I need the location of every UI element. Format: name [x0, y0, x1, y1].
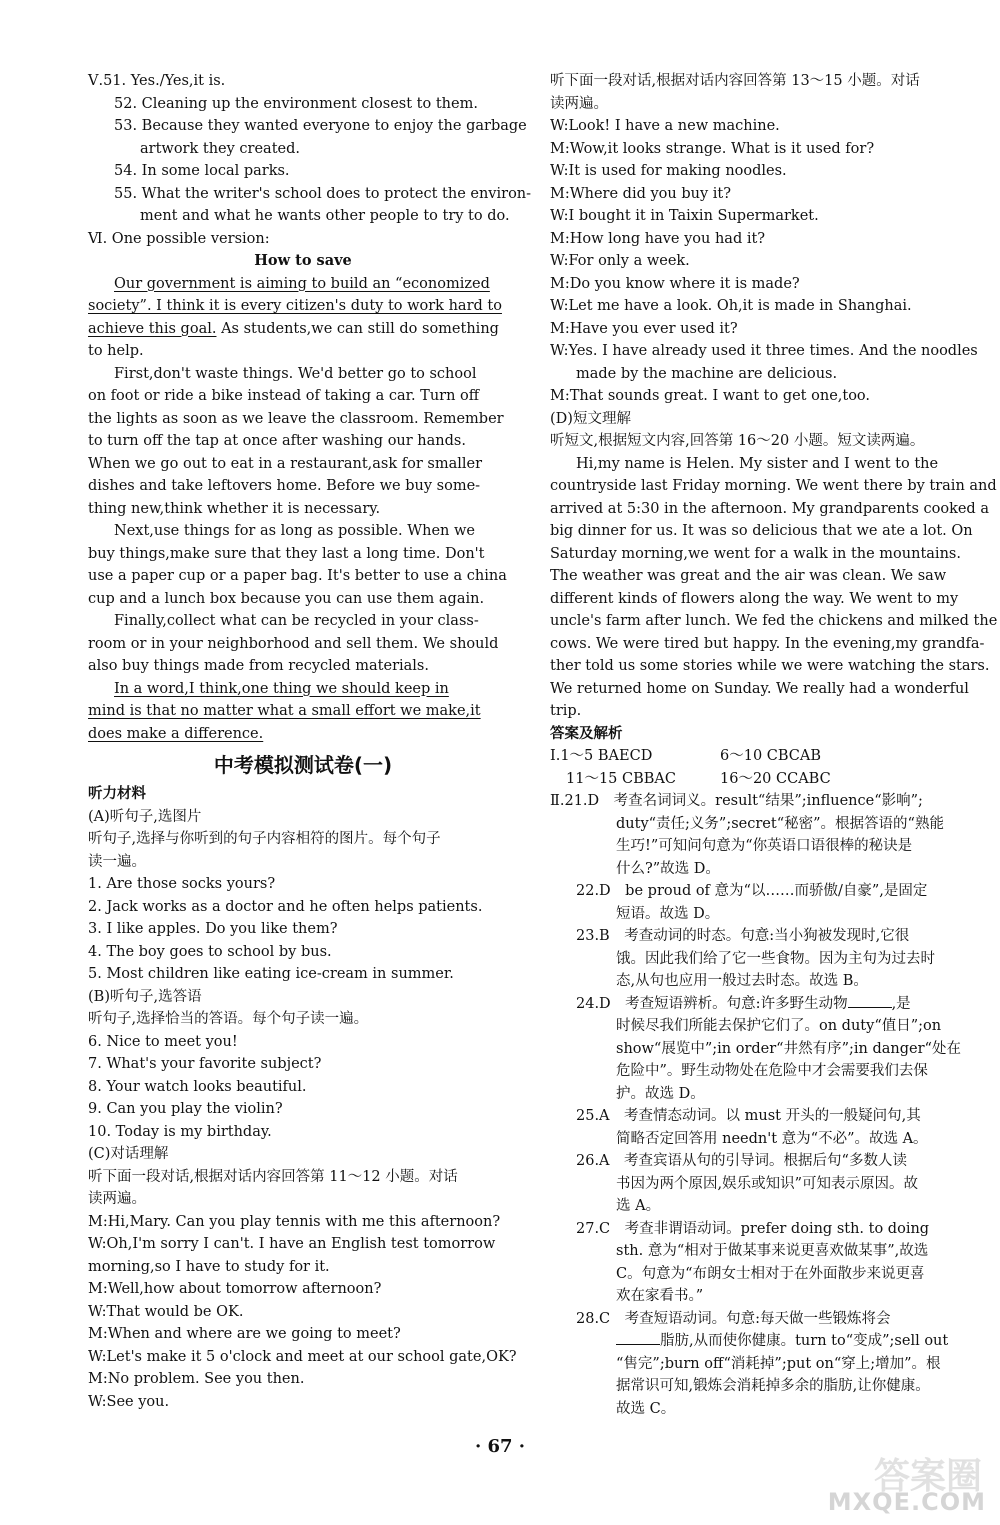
- dialog-line: M:Do you know where it is made?: [550, 275, 800, 292]
- essay-line: to turn off the tap at once after washing our hands.: [88, 433, 466, 449]
- explanation-text: 脂肪,从而使你健康。turn to“变成”;sell out: [660, 1333, 949, 1349]
- passage-line: uncle's farm after lunch. We fed the chickens and milked the: [550, 613, 998, 629]
- explanation-line: 书因为两个原因,娱乐或知识”可知表示原因。故: [616, 1175, 919, 1192]
- explanation-line: 选 A。: [616, 1198, 661, 1214]
- explanation-line: 危险中”。野生动物处在危险中才会需要我们去保: [616, 1063, 928, 1079]
- answer-blank: [848, 995, 892, 1008]
- passage-line: The weather was great and the air was clean. We saw: [550, 568, 947, 584]
- dialog-line: M:When and where are we going to meet?: [88, 1326, 401, 1342]
- explanation-line: 什么?”故选 D。: [616, 860, 720, 877]
- explanation-line: 28.C 考查短语动词。句意:每天做一些锻炼将会: [576, 1310, 891, 1327]
- listening-heading: 听力材料: [88, 786, 146, 802]
- essay-line: does make a difference.: [88, 725, 264, 742]
- essay-line: First,don't waste things. We'd better go to school: [114, 365, 477, 382]
- essay-underlined: achieve this goal.: [88, 320, 217, 337]
- section-6-label: Ⅵ. One possible version:: [88, 230, 270, 247]
- explanation-line: [550, 993, 982, 1016]
- list-item: 7. What's your favorite subject?: [88, 1056, 322, 1072]
- section-c-instruction: 听下面一段对话,根据对话内容回答第 11～12 小题。对话: [88, 1168, 458, 1185]
- answer-55: 55. What the writer's school does to protect the environ-: [114, 185, 532, 202]
- list-item: 9. Can you play the violin?: [88, 1101, 283, 1117]
- essay-line: [88, 318, 518, 341]
- answer-53-cont: artwork they created.: [140, 140, 300, 157]
- dialog-line: M:No problem. See you then.: [88, 1371, 305, 1387]
- section-b-instruction: 听句子,选择恰当的答语。每个句子读一遍。: [88, 1011, 369, 1027]
- dialog-line: W:Let me have a look. Oh,it is made in Shanghai.: [550, 298, 912, 314]
- explanation-line: 护。故选 D。: [616, 1085, 705, 1102]
- answer-key: 6～10 CBCAB: [720, 748, 822, 764]
- explanation-line: [550, 1330, 982, 1353]
- essay-text: As students,we can still do something: [216, 320, 499, 337]
- dialog-line: M:Where did you buy it?: [550, 185, 732, 202]
- section-a-instruction: 读一遍。: [88, 853, 146, 870]
- essay-line: When we go out to eat in a restaurant,ask for smaller: [88, 455, 483, 472]
- dialog-line: W:Yes. I have already used it three times. And the noodles: [550, 343, 978, 359]
- dialog-line: M:How long have you had it?: [550, 230, 766, 247]
- section-d-heading: (D)短文理解: [550, 410, 631, 427]
- explanation-line: 简略否定回答用 needn't 意为“不必”。故选 A。: [616, 1130, 928, 1147]
- left-column: [88, 70, 532, 1413]
- explanation-line: 据常识可知,锻炼会消耗掉多余的脂肪,让你健康。: [616, 1378, 930, 1394]
- dialog-line: W:I bought it in Taixin Supermarket.: [550, 208, 819, 224]
- watermark: [786, 1448, 986, 1518]
- section-c-heading: (C)对话理解: [88, 1146, 169, 1162]
- essay-line: dishes and take leftovers home. Before we buy some-: [88, 478, 481, 494]
- essay-line: thing new,think whether it is necessary.: [88, 500, 381, 517]
- essay-line: to help.: [88, 343, 144, 359]
- section-c2-instruction: 读两遍。: [550, 95, 608, 112]
- explanation-line: sth. 意为“相对于做某事来说更喜欢做某事”,故选: [616, 1243, 929, 1259]
- essay-line: Finally,collect what can be recycled in your class-: [114, 613, 479, 629]
- explanation-line: 欢在家看书。”: [616, 1288, 704, 1304]
- answer-52: 52. Cleaning up the environment closest to them.: [114, 95, 478, 112]
- passage-line: countryside last Friday morning. We went there by train and: [550, 478, 997, 494]
- passage-line: Saturday morning,we went for a walk in the mountains.: [550, 545, 961, 562]
- essay-line: buy things,make sure that they last a long time. Don't: [88, 545, 485, 562]
- essay-title: How to save: [254, 252, 352, 269]
- essay-line: also buy things made from recycled materials.: [88, 658, 429, 674]
- answer-key-row: [550, 745, 982, 768]
- dialog-line: W:Oh,I'm sorry I can't. I have an English test tomorrow: [88, 1236, 496, 1252]
- list-item: 8. Your watch looks beautiful.: [88, 1078, 307, 1095]
- explanation-line: Ⅱ.21.D 考查名词词义。result“结果”;influence“影响”;: [550, 793, 923, 809]
- explanation-text: ,是: [891, 995, 911, 1012]
- essay-line: on foot or ride a bike instead of taking a car. Turn off: [88, 388, 480, 404]
- list-item: 1. Are those socks yours?: [88, 876, 276, 892]
- passage-line: cows. We were tired but happy. In the evening,my grandfa-: [550, 635, 985, 652]
- section-c-instruction: 读两遍。: [88, 1191, 146, 1207]
- watermark-logo: 答案圈: [873, 1456, 982, 1497]
- passage-line: different kinds of flowers along the way. We went to my: [550, 590, 959, 607]
- answer-53: 53. Because they wanted everyone to enjoy the garbage: [114, 118, 527, 134]
- explanation-line: duty“责任;义务”;secret“秘密”。根据答语的“熟能: [616, 815, 944, 832]
- explanation-text: 24.D 考查短语辨析。句意:许多野生动物: [576, 995, 848, 1012]
- answer-key-row: [550, 768, 982, 791]
- essay-line: cup and a lunch box because you can use them again.: [88, 590, 485, 607]
- explanation-line: show“展览中”;in order“井然有序”;in danger“处在: [616, 1040, 961, 1057]
- essay-line: In a word,I think,one thing we should keep in: [114, 680, 449, 697]
- essay-line: use a paper cup or a paper bag. It's better to use a china: [88, 568, 507, 584]
- explanation-line: 22.D be proud of 意为“以……而骄傲/自豪”,是固定: [576, 883, 928, 899]
- list-item: 3. I like apples. Do you like them?: [88, 921, 338, 937]
- answer-key: Ⅰ.1～5 BAECD: [550, 748, 653, 764]
- passage-line: big dinner for us. It was so delicious that we ate a lot. On: [550, 523, 973, 539]
- dialog-line: W:That would be OK.: [88, 1303, 244, 1320]
- dialog-line: M:Hi,Mary. Can you play tennis with me this afternoon?: [88, 1213, 501, 1230]
- dialog-line: W:Let's make it 5 o'clock and meet at our school gate,OK?: [88, 1348, 517, 1365]
- explanation-line: 27.C 考查非谓语动词。prefer doing sth. to doing: [576, 1220, 930, 1237]
- watermark-url: MXQE.COM: [827, 1488, 986, 1516]
- dialog-line: M:That sounds great. I want to get one,too.: [550, 388, 871, 404]
- explanation-line: 短语。故选 D。: [616, 905, 720, 922]
- dialog-line: morning,so I have to study for it.: [88, 1258, 330, 1275]
- dialog-line: M:Well,how about tomorrow afternoon?: [88, 1281, 382, 1297]
- explanation-line: 饿。因此我们给了它一些食物。因为主句为过去时: [616, 950, 935, 967]
- explanation-line: 故选 C。: [616, 1400, 676, 1417]
- test-title: 中考模拟测试卷(一): [213, 753, 393, 777]
- answer-55-cont: ment and what he wants other people to try to do.: [140, 208, 510, 224]
- passage-line: Hi,my name is Helen. My sister and I went to the: [576, 455, 939, 472]
- explanation-line: 生巧!”可知问句意为“你英语口语很棒的秘诀是: [616, 838, 913, 854]
- essay-line: mind is that no matter what a small effort we make,it: [88, 703, 481, 719]
- right-column: [550, 70, 998, 1420]
- passage-line: ther told us some stories while we were watching the stars.: [550, 658, 990, 674]
- explanation-line: 时候尽我们所能去保护它们了。on duty“值日”;on: [616, 1018, 942, 1034]
- passage-line: trip.: [550, 703, 582, 719]
- answer-key: 11～15 CBBAC: [566, 770, 676, 787]
- explanation-line: 23.B 考查动词的时态。句意:当小狗被发现时,它很: [576, 928, 910, 944]
- section-d-instruction: 听短文,根据短文内容,回答第 16～20 小题。短文读两遍。: [550, 433, 925, 449]
- essay-line: Next,use things for as long as possible. When we: [114, 523, 475, 539]
- essay-line: society”. I think it is every citizen's duty to work hard to: [88, 298, 502, 314]
- section-b-heading: (B)听句子,选答语: [88, 988, 202, 1005]
- explanation-line: C。句意为“布朗女士相对于在外面散步来说更喜: [616, 1265, 925, 1282]
- essay-line: the lights as soon as we leave the classroom. Remember: [88, 410, 504, 427]
- page-number: · 67 ·: [474, 1436, 526, 1457]
- answer-blank: [616, 1332, 660, 1345]
- section-c2-instruction: 听下面一段对话,根据对话内容回答第 13～15 小题。对话: [550, 73, 920, 89]
- passage-line: arrived at 5:30 in the afternoon. My grandparents cooked a: [550, 500, 989, 517]
- explanation-line: 25.A 考查情态动词。以 must 开头的一般疑问句,其: [576, 1108, 921, 1124]
- answer-key: 16～20 CCABC: [720, 770, 831, 787]
- explanation-line: “售完”;burn off“消耗掉”;put on“穿上;增加”。根: [616, 1355, 941, 1372]
- explanation-line: 态,从句也应用一般过去时态。故选 B。: [616, 973, 868, 989]
- dialog-line: W:Look! I have a new machine.: [550, 118, 780, 134]
- list-item: 10. Today is my birthday.: [88, 1123, 272, 1140]
- list-item: 6. Nice to meet you!: [88, 1033, 238, 1050]
- section-a-heading: (A)听句子,选图片: [88, 808, 202, 825]
- list-item: 5. Most children like eating ice-cream in summer.: [88, 966, 454, 982]
- essay-line: room or in your neighborhood and sell them. We should: [88, 635, 499, 652]
- passage-line: We returned home on Sunday. We really had a wonderful: [550, 680, 969, 697]
- dialog-line: W:For only a week.: [550, 253, 690, 269]
- dialog-line: W:It is used for making noodles.: [550, 163, 787, 179]
- answers-heading: 答案及解析: [550, 725, 623, 742]
- answer-51: Ⅴ.51. Yes./Yes,it is.: [88, 73, 226, 89]
- list-item: 2. Jack works as a doctor and he often helps patients.: [88, 898, 483, 915]
- answer-54: 54. In some local parks.: [114, 163, 290, 179]
- dialog-line: made by the machine are delicious.: [576, 365, 838, 382]
- list-item: 4. The boy goes to school by bus.: [88, 943, 332, 960]
- dialog-line: M:Have you ever used it?: [550, 320, 738, 337]
- section-a-instruction: 听句子,选择与你听到的句子内容相符的图片。每个句子: [88, 831, 441, 847]
- dialog-line: W:See you.: [88, 1393, 170, 1410]
- essay-line: Our government is aiming to build an “economized: [114, 275, 490, 292]
- explanation-line: 26.A 考查宾语从句的引导词。根据后句“多数人读: [576, 1153, 907, 1169]
- dialog-line: M:Wow,it looks strange. What is it used for?: [550, 140, 875, 157]
